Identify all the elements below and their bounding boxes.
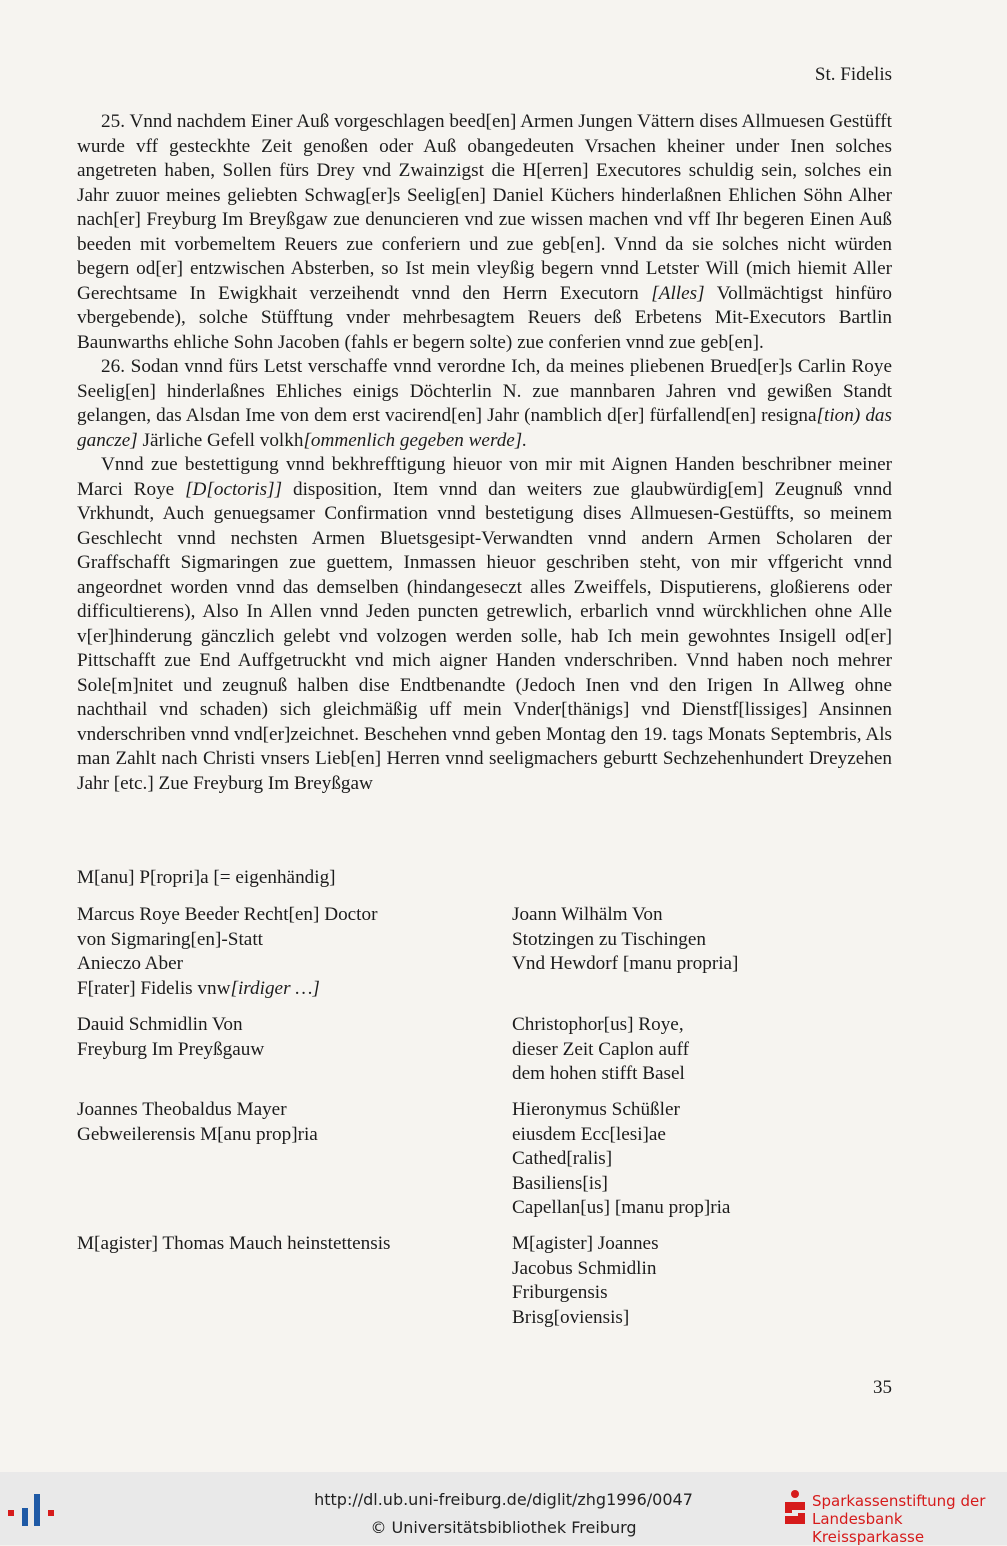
paragraph-26: 26. Sodan vnnd fürs Letst verschaffe vnnd verordne Ich, da meines pliebenen Brued[er]s Carlin Roye Seelig[en] hinderlaßnes Ehliches einigs Döchterlin N. zue mannbaren Jahren vnd gewißen Standt gelangen, das Alsdan Ime von dem erst vacirend[en] Jahr (namblich d[er] fürfallend[en] resigna[tion) das gancze] Järliche Gefell volkh[ommenlich gegeben werde]. bbox=[77, 356, 892, 451]
signature-line: Hieronymus Schüßler bbox=[512, 1099, 680, 1120]
signature-line: Dauid Schmidlin Von bbox=[77, 1014, 243, 1035]
signature-line: Capellan[us] [manu prop]ria bbox=[512, 1197, 731, 1218]
signature-line: Cathed[ralis] bbox=[512, 1148, 613, 1169]
running-title: St. Fidelis bbox=[814, 64, 892, 85]
permalink-url[interactable]: http://dl.ub.uni-freiburg.de/diglit/zhg1996/0047 bbox=[314, 1490, 693, 1509]
paragraph-25: 25. Vnnd nachdem Einer Auß vorgeschlagen beed[en] Armen Jungen Vättern dises Allmuesen Gestüfft wurde vff gesteckhte Zeit genoßen oder Auß obangedeuten Vrsachen kheiner under Inen solches angetreten haben, Sollen fürs Drey vnd Zwainzigst die H[erren] Executores schuldig sein, solches ein Jahr zuuor meines geliebten Schwag[er]s Seelig[en] Daniel Küchers hinderlaßnen Ehlichen Söhn Alher nach[er] Freyburg Im Breyßgaw zue denuncieren vnd zue wissen machen vnd vff Ihr begeren Einen Auß beeden mit vorbemeltem Reuers zue conferiern und zue geb[en]. Vnnd da sie solches nicht würden begern od[er] entzwischen Absterben, so Ist mein vleyßig begern vnnd Letster Will (mich hiemit Aller Gerechtsame In Ewigkhait verzeihendt vnnd den Herrn Executorn [Alles] Vollmächtigst hinfüro vbergebende), solche Stüfftung vnder mehrbesagtem Reuers deß Erbetens Mit-Executors Bartlin Baunwarths ehliche Sohn Jacoben (fahls er begern solte) zue conferien vnnd zue geb[en]. bbox=[77, 111, 892, 353]
signature-line: Friburgensis bbox=[512, 1282, 608, 1303]
signature-line: Jacobus Schmidlin bbox=[512, 1257, 657, 1279]
sponsor-text: Sparkassenstiftung der Landesbank Kreissparkasse bbox=[812, 1492, 986, 1546]
signature-line: Stotzingen zu Tischingen bbox=[512, 928, 707, 950]
sparkasse-logo-icon bbox=[782, 1488, 808, 1528]
paragraph-confirmation: Vnnd zue bestettigung vnnd bekhrefftigung hieuor von mir mit Aignen Handen beschribner meiner Marci Roye [D[octoris]] disposition, Item vnnd dan weiters zue glaubwürdig[em] Zeugnuß vnnd Vrkhundt, Auch genuegsamer Confirmation vnnd bestetigung dises Allmuesen-Gestüffts, so meinem Geschlecht vnnd nechsten Armen Bluetsgesipt-Verwandten vnnd andern Armen Scholaren der Graffschafft Sigmaringen zue guettem, Inmassen hieuor geschriben steht, von mir vffgericht vnnd angeordnet worden vnnd das demselben (hindangeseczt alles Zweiffels, Disputierens, gloßierens oder difficultierens), Also In Allen vnnd Jeden puncten getrewlich, erbarlich vnnd würckhlichen ohne Alle v[er]hinderung gänczlich gelebt vnd volzogen werden solle, hab Ich mein gewohntes Insigell od[er] Pittschafft zue End Auffgetruckht vnd mich aigner Handen vnderschriben. Vnnd haben noch mehrer Sole[m]nitet und zeugnuß halben dise Endtbenandte (Jedoch Inen vnd den Irigen In Allweg ohne nachthail vnd schaden) sich gleichmäßig uff mein Vnder[thänigs] vnd Dienstf[lissiges] Ansinnen vnderschriben vnnd vnd[er]zeichnet. Beschehen vnnd geben Montag den 19. tags Monats Septembris, Als man Zahlt nach Christi vnsers Lieb[en] Herren vnnd seeligmachers geburtt Sechzehenhundert Dreyzehen Jahr [etc.] Zue Freyburg Im Breyßgaw bbox=[77, 454, 892, 794]
signature-line: F[rater] Fidelis vnw[irdiger …] bbox=[77, 977, 320, 999]
signed-note: M[anu] P[ropri]a [= eigenhändig] bbox=[77, 867, 336, 888]
signature-line: Christophor[us] Roye, bbox=[512, 1014, 684, 1035]
signature-line: Marcus Roye Beeder Recht[en] Doctor bbox=[77, 904, 378, 925]
copyright-text: © Universitätsbibliothek Freiburg bbox=[370, 1518, 637, 1537]
signature-line: von Sigmaring[en]-Statt bbox=[77, 928, 263, 950]
signature-line: dem hohen stifft Basel bbox=[512, 1063, 685, 1084]
page-number: 35 bbox=[873, 1377, 892, 1398]
signature-line: Joann Wilhälm Von bbox=[512, 904, 663, 925]
signature-line: M[agister] Thomas Mauch heinstettensis bbox=[77, 1233, 391, 1254]
signature-line: Basiliens[is] bbox=[512, 1172, 608, 1194]
signature-line: M[agister] Joannes bbox=[512, 1233, 659, 1254]
signature-line: dieser Zeit Caplon auff bbox=[512, 1038, 690, 1060]
footer-bar bbox=[0, 1472, 1007, 1545]
signature-line: Anieczo Aber bbox=[77, 953, 184, 974]
body-text bbox=[77, 110, 892, 796]
signature-line: Joannes Theobaldus Mayer bbox=[77, 1099, 287, 1120]
signature-line: Gebweilerensis M[anu prop]ria bbox=[77, 1123, 318, 1145]
signature-line: Freyburg Im Preyßgauw bbox=[77, 1038, 265, 1060]
signature-line: Vnd Hewdorf [manu propria] bbox=[512, 953, 739, 974]
signature-line: Brisg[oviensis] bbox=[512, 1306, 630, 1328]
signature-line: eiusdem Ecc[lesi]ae bbox=[512, 1123, 666, 1145]
